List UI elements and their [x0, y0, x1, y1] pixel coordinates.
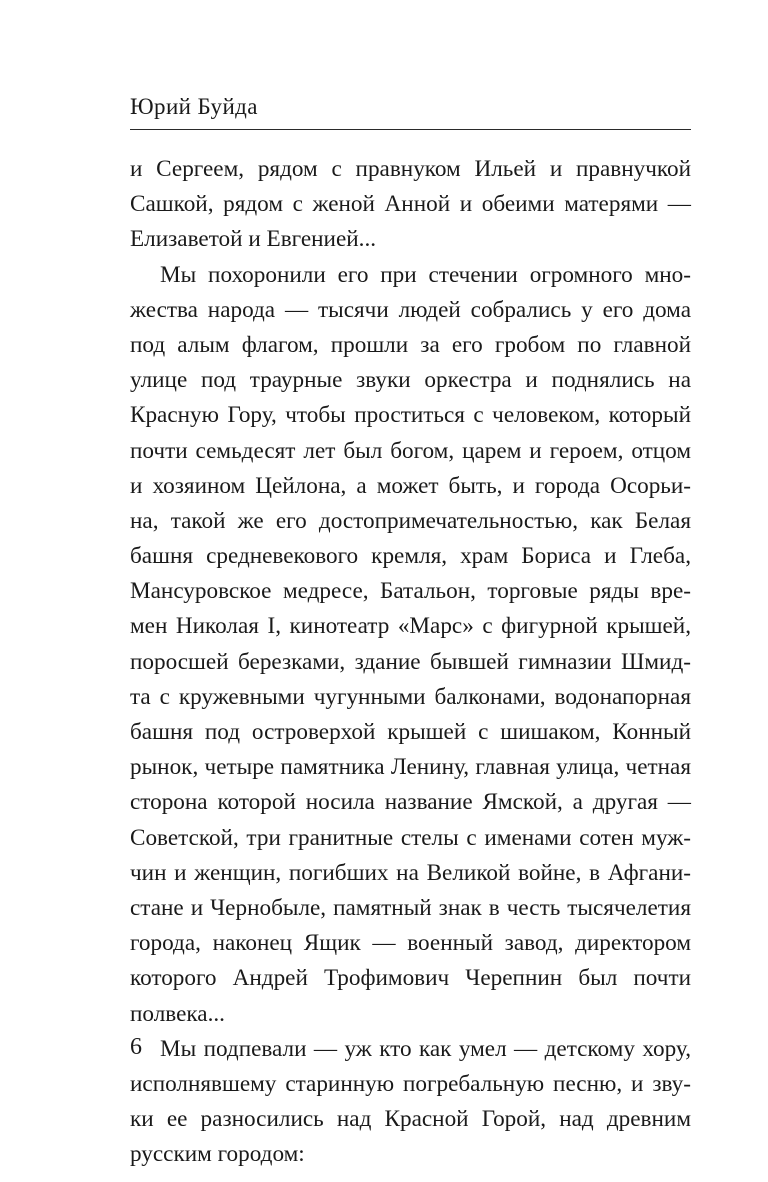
text-line: Мы похоронили его при стечении огромного мно- [160, 261, 691, 288]
header-rule [130, 129, 691, 130]
text-line: под алым флагом, прошли за его гробом по главной [130, 331, 691, 358]
text-line: ки ее разносились над Красной Горой, над древним [130, 1106, 691, 1133]
text-line: рынок, четыре памятника Ленину, главная улица, четная [130, 754, 691, 781]
text-line: исполнявшему старинную погребальную песню, и зву- [130, 1070, 691, 1097]
text-line: Красную Гору, чтобы проститься с человеком, который [130, 402, 691, 429]
text-line: башня средневекового кремля, храм Бориса и Глеба, [130, 543, 691, 570]
text-line: поросшей березками, здание бывшей гимназии Шмид- [130, 648, 691, 675]
text-line: Мы подпевали — уж кто как умел — детскому хору, [160, 1035, 691, 1062]
text-line: города, наконец Ящик — военный завод, директором [130, 930, 691, 957]
text-line: стане и Чернобыле, памятный знак в честь тысячелетия [130, 894, 691, 921]
text-line: русским городом: [130, 1141, 305, 1168]
text-line: башня под островерхой крышей с шишаком, Конный [130, 719, 691, 745]
text-line: и Сергеем, рядом с правнуком Ильей и правнучкой [130, 156, 691, 182]
text-line: и хозяином Цейлона, а может быть, и города Осорьи- [130, 472, 691, 499]
text-line: Елизаветой и Евгенией... [130, 226, 377, 253]
running-header-author: Юрий Буйда [130, 94, 258, 119]
text-line: Советской, три гранитные стелы с именами сотен муж- [130, 824, 691, 851]
text-line: полвека... [130, 1000, 225, 1027]
body-text [130, 152, 691, 1172]
text-line: Мансуровское медресе, Батальон, торговые ряды вре- [130, 578, 691, 605]
page-number: 6 [130, 1034, 142, 1060]
text-line: жества народа — тысячи людей собрались у его дома [130, 296, 691, 323]
text-line: чин и женщин, погибших на Великой войне, в Афгани- [130, 859, 691, 886]
text-line: которого Андрей Трофимович Черепнин был почти [130, 965, 691, 992]
text-line: улице под траурные звуки оркестра и поднялись на [130, 367, 691, 394]
text-line: мен Николая I, кинотеатр «Марс» с фигурной крышей, [130, 613, 691, 640]
text-line: Сашкой, рядом с женой Анной и обеими матерями — [130, 191, 691, 218]
text-line: почти семьдесят лет был богом, царем и героем, отцом [130, 437, 691, 464]
text-line: на, такой же его достопримечательностью, как Белая [130, 507, 691, 534]
text-line: та с кружевными чугунными балконами, водонапорная [130, 683, 691, 710]
text-line: сторона которой носила название Ямской, а другая — [130, 789, 691, 816]
